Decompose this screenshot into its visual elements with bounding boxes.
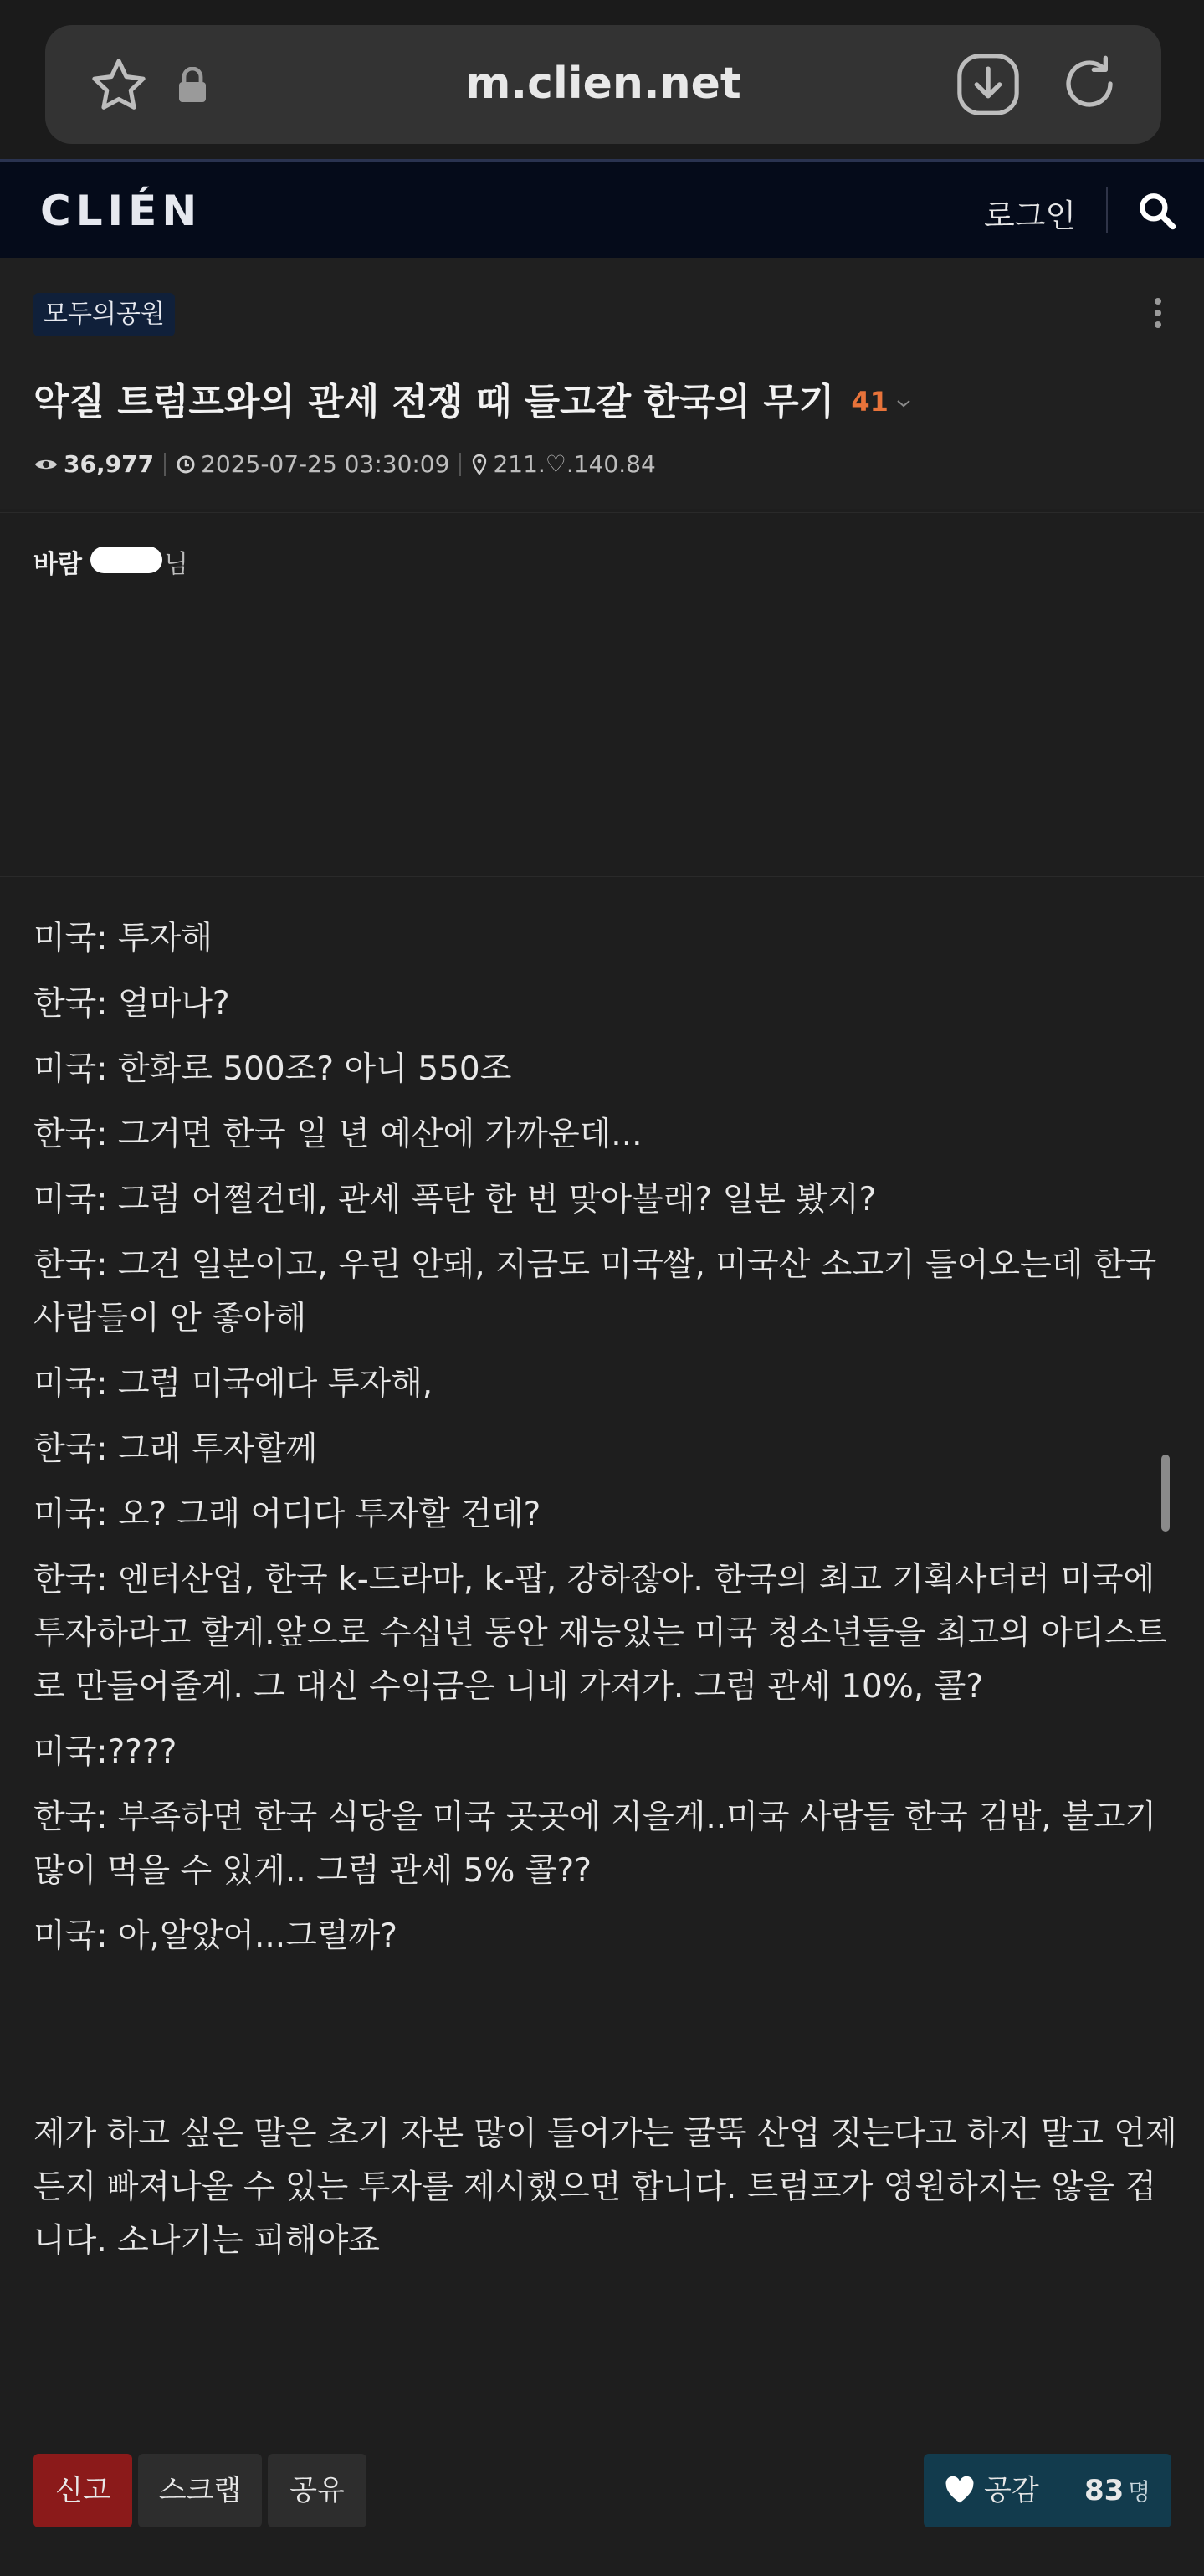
site-header [0, 159, 1204, 258]
chevron-down-icon[interactable] [895, 398, 912, 409]
post-line: 미국: 아,알았어...그럴까? [33, 1917, 397, 1955]
post-meta [33, 450, 656, 478]
post-title-text: 악질 트럼프와의 관세 전쟁 때 들고갈 한국의 무기 [33, 381, 835, 423]
browser-toolbar [0, 0, 1204, 159]
post-line: 미국: 그럼 미국에다 투자해, [33, 1365, 433, 1403]
author-suffix: 님 [164, 550, 188, 579]
meta-divider [459, 453, 461, 476]
comment-count[interactable]: 41 [851, 386, 889, 418]
post-line: 한국: 부족하면 한국 식당을 미국 곳곳에 지을게..미국 사람들 한국 김밥, 불고기 많이 먹을 수 있게.. 그럼 관세 5% 콜?? [33, 1799, 1157, 1890]
post-datetime: 2025-07-25 03:30:09 [201, 450, 450, 478]
post-line: 한국: 그건 일본이고, 우린 안돼, 지금도 미국쌀, 미국산 소고기 들어오는데 한국 사람들이 안 좋아해 [33, 1246, 1157, 1337]
report-button[interactable]: 신고 [33, 2454, 132, 2527]
post-line: 미국:???? [33, 1733, 177, 1771]
heart-icon [944, 2476, 976, 2504]
like-count: 83 [1084, 2474, 1125, 2507]
post-line: 미국: 오? 그래 어디다 투자할 건데? [33, 1496, 541, 1533]
post-line: 한국: 그거면 한국 일 년 예산에 가까운데... [33, 1116, 643, 1153]
board-tag[interactable]: 모두의공원 [33, 293, 175, 336]
share-button[interactable]: 공유 [268, 2454, 366, 2527]
scrollbar-thumb[interactable] [1161, 1455, 1170, 1532]
meta-divider [164, 453, 166, 476]
search-icon[interactable] [1136, 190, 1178, 232]
view-count: 36,977 [64, 450, 155, 478]
url-text[interactable]: m.clien.net [465, 59, 741, 109]
post-title [33, 372, 912, 425]
more-icon[interactable] [1151, 298, 1165, 331]
like-button[interactable] [924, 2454, 1171, 2527]
address-bar[interactable] [45, 25, 1161, 144]
author-redaction [90, 547, 162, 573]
author-name[interactable]: 바람 [33, 550, 82, 579]
scrap-button[interactable]: 스크랩 [138, 2454, 262, 2527]
reload-icon[interactable] [1056, 50, 1123, 117]
download-icon[interactable] [954, 50, 1022, 119]
post-line: 미국: 투자해 [33, 920, 213, 957]
post-ip: 211.♡.140.84 [493, 450, 656, 478]
location-icon [471, 454, 488, 475]
post-body [33, 912, 1171, 1975]
post-line: 한국: 얼마나? [33, 985, 230, 1023]
author-block [0, 512, 1204, 877]
post-line: 한국: 엔터산업, 한국 k-드라마, k-팝, 강하잖아. 한국의 최고 기획사더러 미국에 투자하라고 할게.앞으로 수십년 동안 재능있는 미국 청소년들을 최고의 아티스트로 만들어줄게. 그 대신 수익금은 니네 가져가. 그럼 관세 10%, 콜? [33, 1561, 1167, 1706]
eye-icon [33, 456, 59, 473]
site-logo[interactable]: CLIÉN [40, 187, 202, 235]
clock-icon [176, 454, 196, 475]
post-line: 한국: 그래 투자할께 [33, 1430, 318, 1468]
header-divider [1106, 187, 1108, 233]
post-line: 미국: 한화로 500조? 아니 550조 [33, 1050, 512, 1088]
login-link[interactable]: 로그인 [984, 198, 1077, 234]
post-line: 미국: 그럼 어쩔건데, 관세 폭탄 한 번 맞아볼래? 일본 봤지? [33, 1181, 877, 1219]
like-label: 공감 [984, 2474, 1039, 2507]
post-header [0, 258, 1204, 509]
post-closing: 제가 하고 싶은 말은 초기 자본 많이 들어가는 굴뚝 산업 짓는다고 하지 말고 언제든지 빠져나올 수 있는 투자를 제시했으면 합니다. 트럼프가 영원하지는 않을 겁니다. 소나기는 피해야죠 [33, 2115, 1177, 2260]
like-unit: 명 [1128, 2478, 1151, 2506]
